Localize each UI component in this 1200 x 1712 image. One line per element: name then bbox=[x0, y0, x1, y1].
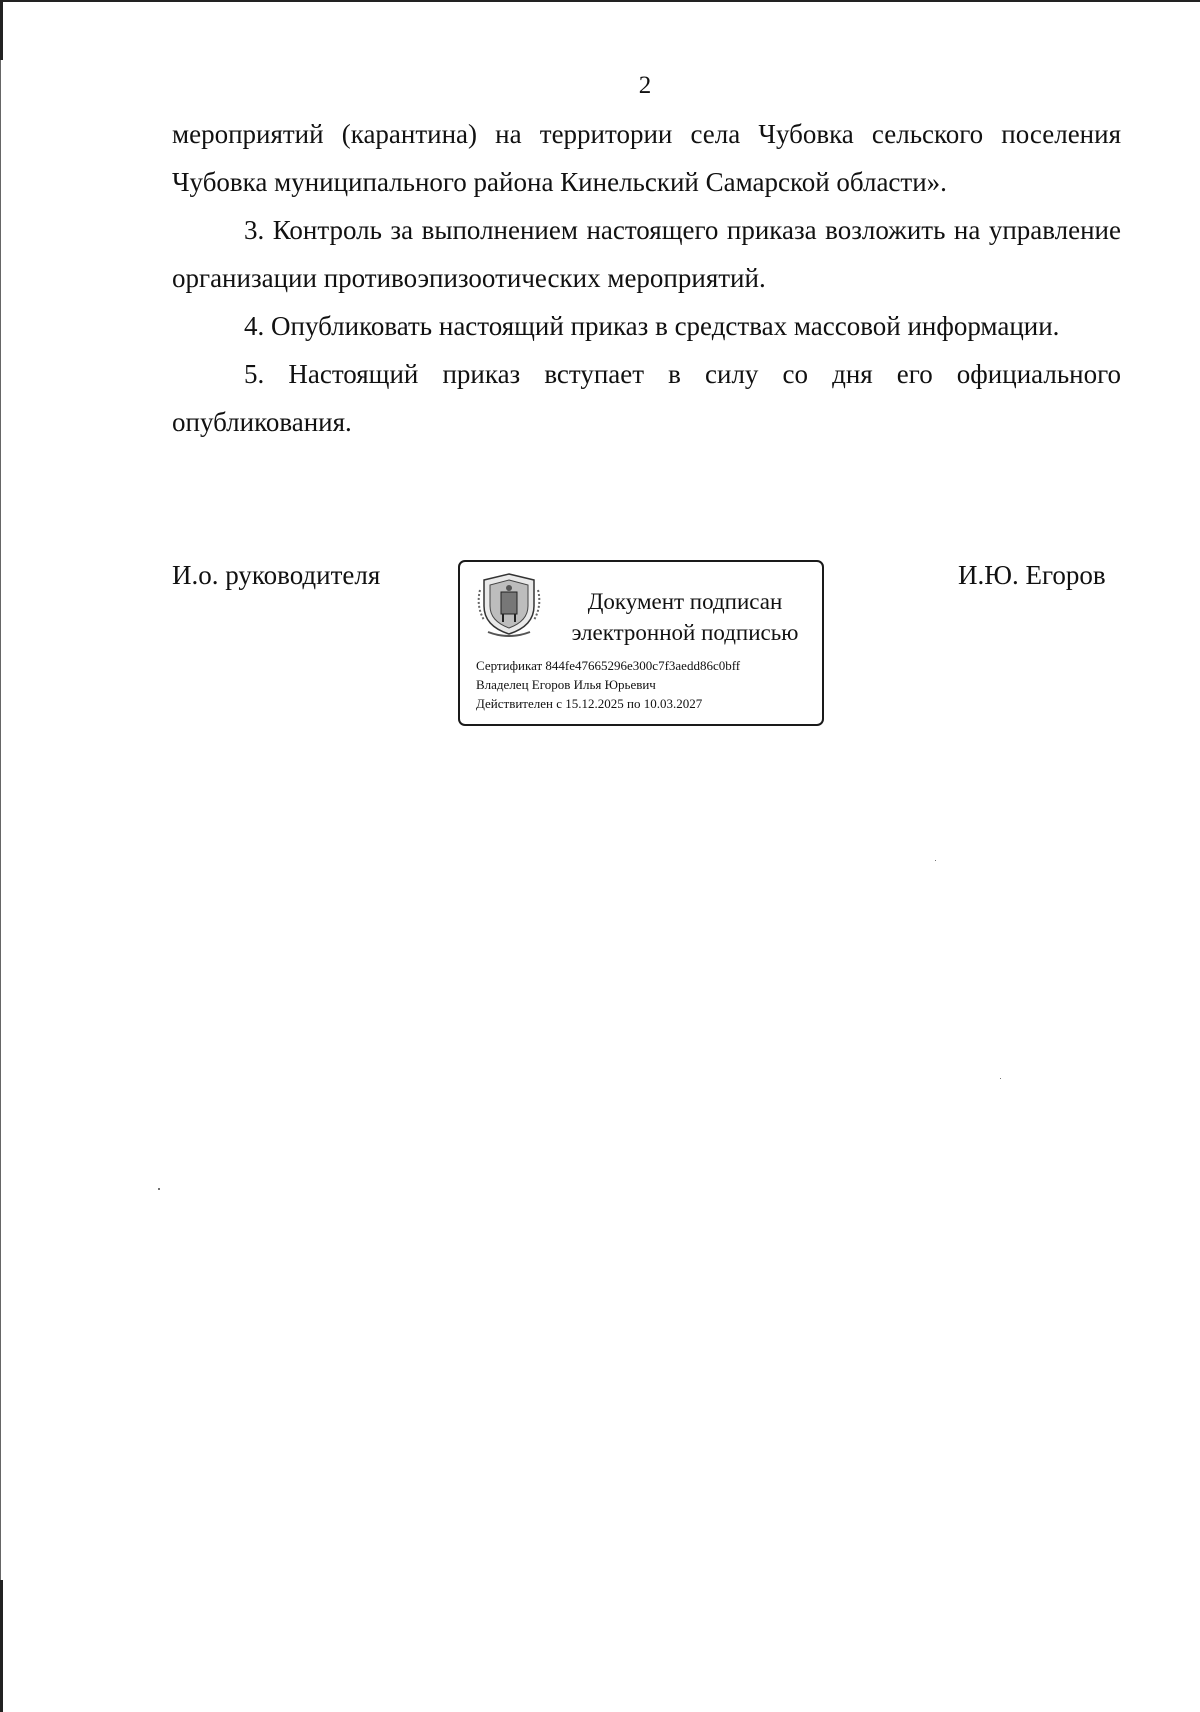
scan-speck bbox=[1000, 1078, 1001, 1079]
signer-position: И.о. руководителя bbox=[172, 560, 381, 590]
stamp-title-line: электронной подписью bbox=[571, 620, 799, 645]
stamp-title bbox=[560, 586, 810, 648]
paragraph-item-5: 5. Настоящий приказ вступает в силу со дня его официального опубликования. bbox=[172, 359, 1121, 437]
stamp-details bbox=[476, 656, 740, 713]
scan-speck bbox=[935, 860, 936, 861]
paragraph-continuation: мероприятий (карантина) на территории села Чубовка сельского поселения Чубовка муниципального района Кинельский Самарской области». bbox=[172, 119, 1121, 197]
scan-edge-top bbox=[0, 0, 1200, 2]
paragraph-item-4: 4. Опубликовать настоящий приказ в средствах массовой информации. bbox=[244, 311, 1060, 341]
certificate-number: Сертификат 844fe47665296e300c7f3aedd86c0bff bbox=[476, 658, 741, 673]
coat-of-arms-icon bbox=[474, 570, 544, 638]
page-number: 2 bbox=[638, 72, 652, 99]
document-body bbox=[172, 110, 1121, 446]
electronic-signature-stamp bbox=[458, 560, 824, 726]
signer-name: И.Ю. Егоров bbox=[958, 560, 1106, 590]
scan-edge-left bbox=[0, 1580, 3, 1712]
stamp-title-line: Документ подписан bbox=[587, 589, 783, 614]
scan-edge-left bbox=[0, 60, 1, 1710]
certificate-owner: Владелец Егоров Илья Юрьевич bbox=[476, 677, 656, 692]
certificate-validity: Действителен с 15.12.2025 по 10.03.2027 bbox=[476, 696, 703, 711]
paragraph-item-3: 3. Контроль за выполнением настоящего приказа возложить на управление организации противоэпизоотических мероприятий. bbox=[172, 215, 1121, 293]
scan-edge-left bbox=[0, 0, 3, 60]
scan-speck bbox=[158, 1188, 160, 1190]
